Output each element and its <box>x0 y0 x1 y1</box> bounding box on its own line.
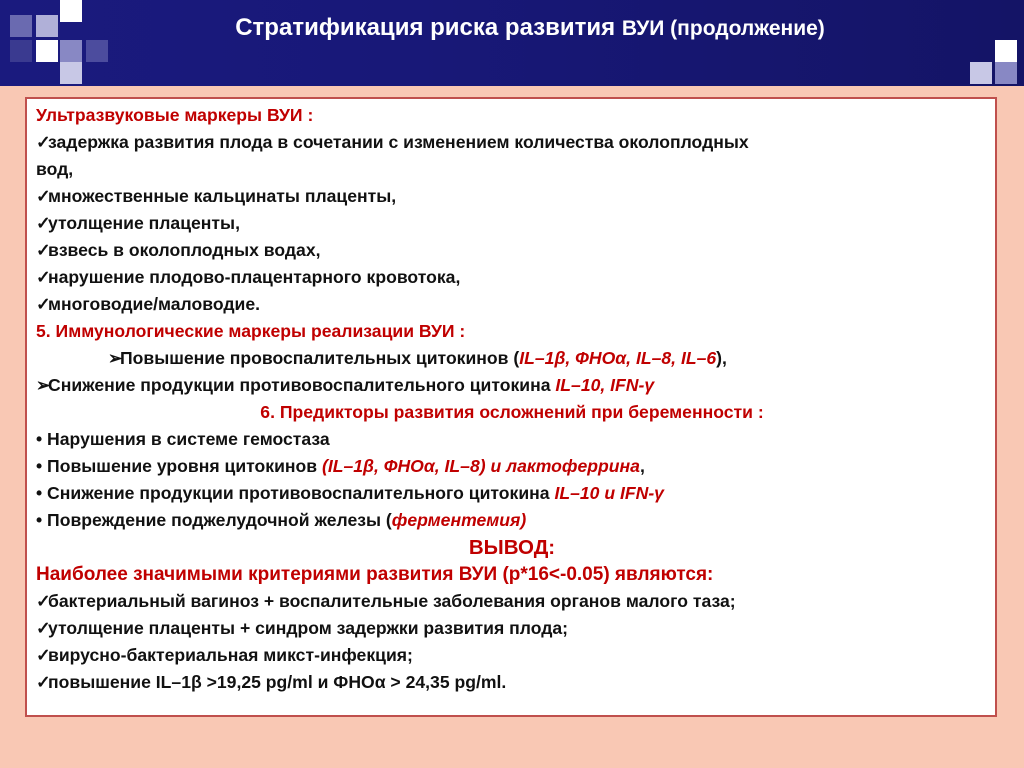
list-item: • Повреждение поджелудочной железы (ферментемия) <box>36 510 527 530</box>
check-icon: ✓ <box>36 618 51 638</box>
bullet-dot-icon: • <box>36 483 43 503</box>
immunology-heading: 5. Иммунологические маркеры реализации ВУИ : <box>36 321 466 341</box>
content-box <box>25 97 997 717</box>
bullet-dot-icon: • <box>36 456 43 476</box>
bullet-dot-icon: • <box>36 510 43 530</box>
check-icon: ✓ <box>36 132 51 152</box>
content-lines <box>36 102 988 696</box>
check-icon: ✓ <box>36 240 51 260</box>
list-item: ✓множественные кальцинаты плаценты, <box>36 183 988 210</box>
check-icon: ✓ <box>36 591 51 611</box>
title-main: Стратификация риска развития <box>235 14 622 41</box>
list-item: ✓взвесь в околоплодных водах, <box>36 237 988 264</box>
list-item: • Повышение уровня цитокинов (IL–1β, ФНОα, IL–8) и лактоферрина, <box>36 456 645 476</box>
conclusion-statement: Наиболее значимыми критериями развития ВУИ (p*16<-0.05) являются: <box>36 564 714 585</box>
title-tail: ВУИ (продолжение) <box>621 17 825 40</box>
arrow-icon: ➢ <box>36 375 51 395</box>
list-item: • Нарушения в системе гемостаза <box>36 429 330 449</box>
list-item: ✓вирусно-бактериальная микст-инфекция; <box>36 642 988 669</box>
check-icon: ✓ <box>36 267 51 287</box>
list-item: ➢Повышение провоспалительных цитокинов (IL–1β, ФНОα, IL–8, IL–6), <box>36 345 988 372</box>
list-item-continuation: вод, <box>36 159 74 179</box>
slide-title <box>130 14 930 42</box>
list-item: ✓утолщение плаценты + синдром задержки развития плода; <box>36 615 988 642</box>
list-item: ✓задержка развития плода в сочетании с изменением количества околоплодных <box>36 129 988 156</box>
header-bar <box>0 0 1024 86</box>
list-item: ✓многоводие/маловодие. <box>36 291 988 318</box>
bullet-dot-icon: • <box>36 429 43 449</box>
check-icon: ✓ <box>36 213 51 233</box>
list-item: • Снижение продукции противовоспалительного цитокина IL–10 и IFN-γ <box>36 483 664 503</box>
check-icon: ✓ <box>36 672 51 692</box>
check-icon: ✓ <box>36 186 51 206</box>
list-item: ✓утолщение плаценты, <box>36 210 988 237</box>
list-item: ✓бактериальный вагиноз + воспалительные заболевания органов малого таза; <box>36 588 988 615</box>
check-icon: ✓ <box>36 294 51 314</box>
conclusion-heading: ВЫВОД: <box>468 536 556 559</box>
predictors-heading: 6. Предикторы развития осложнений при беременности : <box>260 402 764 422</box>
arrow-icon: ➢ <box>108 348 123 368</box>
list-item: ✓нарушение плодово-плацентарного кровотока, <box>36 264 988 291</box>
ultrasound-heading: Ультразвуковые маркеры ВУИ : <box>36 105 314 125</box>
list-item: ✓повышение IL–1β >19,25 pg/ml и ФНОα > 24,35 pg/ml. <box>36 669 988 696</box>
list-item: ➢Снижение продукции противовоспалительного цитокина IL–10, IFN-γ <box>36 372 988 399</box>
check-icon: ✓ <box>36 645 51 665</box>
